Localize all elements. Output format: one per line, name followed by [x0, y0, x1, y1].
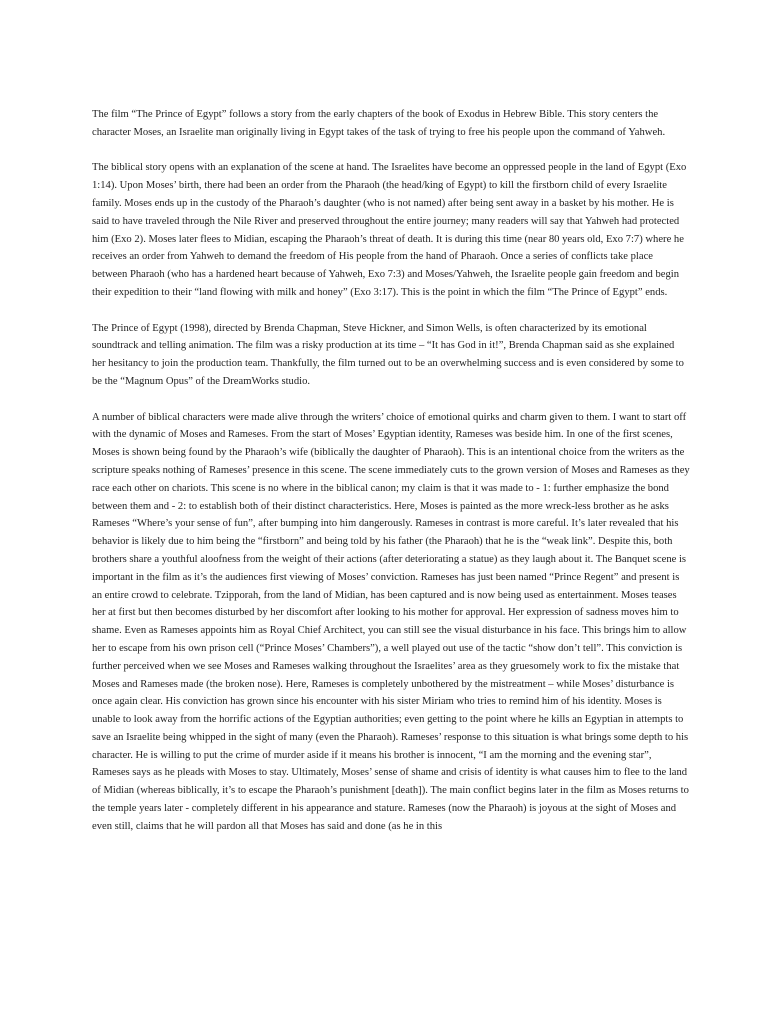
paragraph-production: The Prince of Egypt (1998), directed by Brenda Chapman, Steve Hickner, and Simon Wells, is often characterized by its emotional soundtrack and telling animation. The film was a risky production at its time – “It has God in it!”, Brenda Chapman said as she explained her hesitancy to join the production team. Thankfully, the film turned out to be an overwhelming success and is even considered by some to be the “Magnum Opus” of the DreamWorks studio. — [92, 322, 684, 387]
paragraph-characters: A number of biblical characters were made alive through the writers’ choice of emotional quirks and charm given to them. I want to start off with the dynamic of Moses and Rameses. From the start of Moses’ Egyptian identity, Rameses was beside him. In one of the first scenes, Moses is shown being found by the Pharaoh’s wife (biblically the daughter of Pharaoh). This is an intentional choice from the writers as the scripture speaks nothing of Rameses’ presence in this scene. The scene immediately cuts to the grown version of Moses and Rameses as they race each other on chariots. This scene is no where in the biblical canon; my claim is that it was made to - 1: further emphasize the bond between them and - 2: to establish both of their distinct characteristics. Here, Moses is painted as the more wreck-less brother as he asks Rameses “Where’s your sense of fun”, after bumping into him dangerously. Rameses in contrast is more careful. It’s later revealed that his behavior is likely due to him being the “firstborn” and being told by his father (the Pharaoh) that he is the “weak link”. Despite this, both brothers share a youthful aloofness from the weight of their actions (after deteriorating a statue) as they laugh about it. The Banquet scene is important in the film as it’s the audiences first viewing of Moses’ conviction. Rameses has just been named “Prince Regent” and present is an entire crowd to celebrate. Tzipporah, from the land of Midian, has been captured and is now being used as entertainment. Moses teases her at first but then becomes disturbed by her discomfort after looking to his mother for approval. Her expression of sadness moves him to shame. Even as Rameses appoints him as Royal Chief Architect, you can still see the visual disturbance in his face. This brings him to allow her to escape from his own prison cell (“Prince Moses’ Chambers”), a well played out use of the tactic “show don’t tell”. This conviction is further perceived when we see Moses and Rameses walking throughout the Israelites’ area as they gruesomely work to fix the mistake that Moses and Rameses made (the broken nose). Here, Rameses is completely unbothered by the mistreatment – while Moses’ disturbance is once again clear. His conviction has grown since his encounter with his sister Miriam who tries to remind him of his identity. Moses is unable to look away from the horrific actions of the Egyptian authorities; even getting to the point where he kills an Egyptian in attempts to save an Israelite being whipped in the sight of many (even the Pharaoh). Rameses’ response to this situation is what brings some depth to his character. He is willing to put the crime of murder aside if it means his brother is innocent, “I am the morning and the evening star”, Rameses says as he pleads with Moses to stay. Ultimately, Moses’ sense of shame and crisis of identity is what causes him to flee to the land of Midian (whereas biblically, it’s to escape the Pharaoh’s punishment [death]). The main conflict begins later in the film as Moses returns to the temple years later - completely different in his appearance and stature. Rameses (now the Pharaoh) is joyous at the sight of Moses and even still, claims that he will pardon all that Moses has said and done (as he in this — [92, 411, 690, 832]
paragraph-film-intro: The film “The Prince of Egypt” follows a story from the early chapters of the book of Exodus in Hebrew Bible. This story centers the character Moses, an Israelite man originally living in Egypt takes of the task of trying to free his people upon the command of Yahweh. — [92, 109, 666, 138]
document-page — [92, 106, 690, 853]
paragraph-biblical-story: The biblical story opens with an explanation of the scene at hand. The Israelites have become an oppressed people in the land of Egypt (Exo 1:14). Upon Moses’ birth, there had been an order from the Pharaoh (the head/king of Egypt) to kill the firstborn child of every Israelite family. Moses ends up in the custody of the Pharaoh’s daughter (who is not named) after being sent away in a basket by his mother. He is said to have traveled through the Nile River and preserved throughout the entire journey; many readers will say that Yahweh had protected him (Exo 2). Moses later flees to Midian, escaping the Pharaoh’s threat of death. It is during this time (near 80 years old, Exo 7:7) where he receives an order from Yahweh to demand the freedom of His people from the hand of Pharaoh. Once a series of conflicts take place between Pharaoh (who has a hardened heart because of Yahweh, Exo 7:3) and Moses/Yahweh, the Israelite people gain freedom and begin their expedition to their “land flowing with milk and honey” (Exo 3:17). This is the point in which the film “The Prince of Egypt” ends. — [92, 162, 687, 298]
